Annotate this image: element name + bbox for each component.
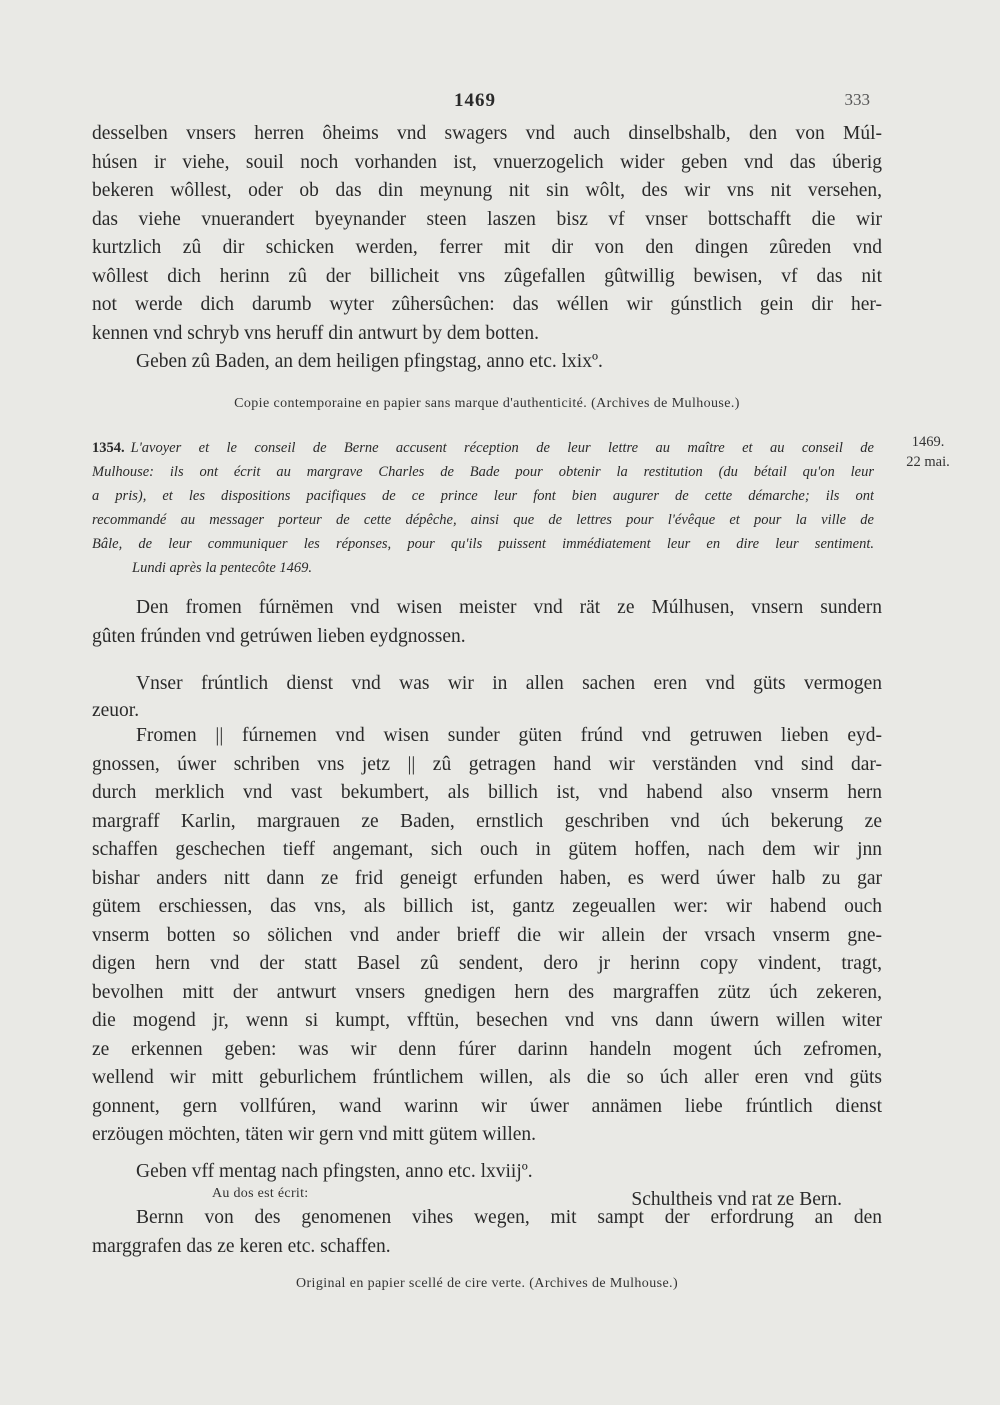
letter-1354-body	[92, 722, 882, 1215]
letter-1353-body	[92, 120, 882, 377]
body-line: Fromen || fúrnemen vnd wisen sunder güten frúnd vnd getruwen lieben eyd-	[136, 725, 882, 746]
summary-line: L'avoyer et le conseil de Berne accusent réception de leur lettre au maître et au conseil de	[130, 440, 874, 456]
dorsal-line: marggrafen das ze keren etc. schaffen.	[92, 1235, 391, 1257]
address-line: Den fromen fúrnëmen vnd wisen meister vnd rät ze Múlhusen, vnsern sundern	[136, 597, 882, 618]
text-line: húsen ir viehe, souil noch vorhanden ist, vnuerzogelich wider geben vnd das úberig	[92, 151, 882, 173]
letter-1354-closing: Geben vff mentag nach pfingsten, anno etc. lxviijº.	[136, 1160, 533, 1182]
entry-number: 1354.	[92, 440, 125, 456]
text-line: kennen vnd schryb vns heruff din antwurt by dem botten.	[92, 322, 539, 344]
body-line: gnossen, úwer schriben vns jetz || zû getragen hand wir verständen vnd sind dar-	[92, 753, 882, 775]
body-line: die mogend jr, wenn si kumpt, vfftün, besechen vnd vns dann úwern willen witer	[92, 1010, 882, 1031]
text-line: kurtzlich zû dir schicken werden, ferrer mit dir von den dingen zûreden vnd	[92, 237, 882, 258]
source-note: Copie contemporaine en papier sans marque d'authenticité. (Archives de Mulhouse.)	[234, 396, 740, 411]
body-line: gonnent, gern vollfúren, wand warinn wir úwer annämen liebe frúntlich dienst	[92, 1095, 882, 1117]
letter-1354-address	[92, 594, 882, 651]
greeting-line: zeuor.	[92, 699, 140, 721]
running-head	[0, 90, 1000, 116]
body-line: ze erkennen geben: was wir denn fúrer darinn handeln mogent úch zefromen,	[92, 1038, 882, 1060]
body-line: gütem erschiessen, das vns, als billich ist, gantz zegeuallen wer: wir habend ouch	[92, 896, 882, 917]
entry-1354-summary	[92, 436, 874, 580]
body-line: bishar anders nitt dann ze frid geneigt erfunden haben, es werd úwer halb zu gar	[92, 867, 882, 889]
body-line: vnserm botten so sölichen vnd ander brieff die wir allein der vrsach vnserm gne-	[92, 924, 882, 946]
body-line: wellend wir mitt geburlichem frúntlichem willen, als die so úch aller eren vnd güts	[92, 1067, 882, 1088]
text-line: desselben vnsers herren ôheims vnd swagers vnd auch dinselbshalb, den von Múl-	[92, 123, 882, 144]
margin-day: 22 mai.	[906, 454, 950, 470]
letter-1353-closing: Geben zû Baden, an dem heiligen pfingstag, anno etc. lxixº.	[136, 351, 603, 372]
page-number: 333	[844, 90, 870, 109]
text-line: not werde dich darumb wyter zûhersûchen: das wéllen wir gúnstlich gein dir her-	[92, 294, 882, 315]
margin-date	[888, 432, 968, 472]
letter-1354-greeting	[92, 670, 882, 723]
dorsal-note	[92, 1204, 882, 1261]
body-line: digen hern vnd der statt Basel zû sendent, dero jr herinn copy vindent, tragt,	[92, 953, 882, 974]
summary-line: recommandé au messager porteur de cette dépêche, ainsi que de lettres pour l'évêque et pour la ville de	[92, 512, 874, 528]
margin-year: 1469.	[911, 434, 945, 450]
body-line: schaffen geschechen tieff angemant, sich ouch in gütem hoffen, nach dem wir jnn	[92, 839, 882, 860]
dorsal-line: Bernn von des genomenen vihes wegen, mit sampt der erfordrung an den	[136, 1207, 882, 1228]
body-line: erzöugen möchten, täten wir gern vnd mitt gütem willen.	[92, 1124, 537, 1145]
greeting-line: Vnser frúntlich dienst vnd was wir in allen sachen eren vnd güts vermogen	[136, 673, 882, 694]
letter-1353-source	[92, 396, 882, 412]
summary-line: Bâle, de leur communiquer les réponses, pour qu'ils puissent immédiatement leur en dire leur sentiment.	[92, 536, 874, 552]
body-line: margraff Karlin, margrauen ze Baden, ernstlich geschriben vnd úch bekerung ze	[92, 810, 882, 832]
dorsal-label	[212, 1186, 512, 1202]
address-line: gûten frúnden vnd getrúwen lieben eydgnossen.	[92, 625, 466, 647]
signature: Schultheis vnd rat ze Bern.	[631, 1189, 842, 1210]
body-line: bevolhen mitt der antwurt vnsers gnedigen hern des margraffen zütz úch zekeren,	[92, 981, 882, 1003]
entry-date-line: Lundi après la pentecôte 1469.	[132, 560, 313, 576]
summary-line: a pris), et les dispositions pacifiques de ce prince leur font bien augurer de cette démarche; ils ont	[92, 488, 874, 504]
page-year: 1469	[454, 90, 496, 111]
text-line: wôllest dich herinn zû der billicheit vns zûgefallen gûtwillig bewisen, vf das nit	[92, 265, 882, 287]
letter-1354-source	[92, 1276, 882, 1292]
text-line: bekeren wôllest, oder ob das din meynung nit sin wôlt, des wir vns nit versehen,	[92, 180, 882, 201]
text-line: das viehe vnuerandert byeynander steen laszen bisz vf vnser bottschafft die wir	[92, 208, 882, 230]
body-line: durch merklich vnd vast bekumbert, als billich ist, vnd habend also vnserm hern	[92, 782, 882, 803]
dorsal-label-text: Au dos est écrit:	[212, 1186, 309, 1201]
summary-line: Mulhouse: ils ont écrit au margrave Charles de Bade pour obtenir la restitution (du bétail qu'on leur	[92, 464, 874, 480]
source-note: Original en papier scellé de cire verte. (Archives de Mulhouse.)	[295, 1276, 679, 1291]
